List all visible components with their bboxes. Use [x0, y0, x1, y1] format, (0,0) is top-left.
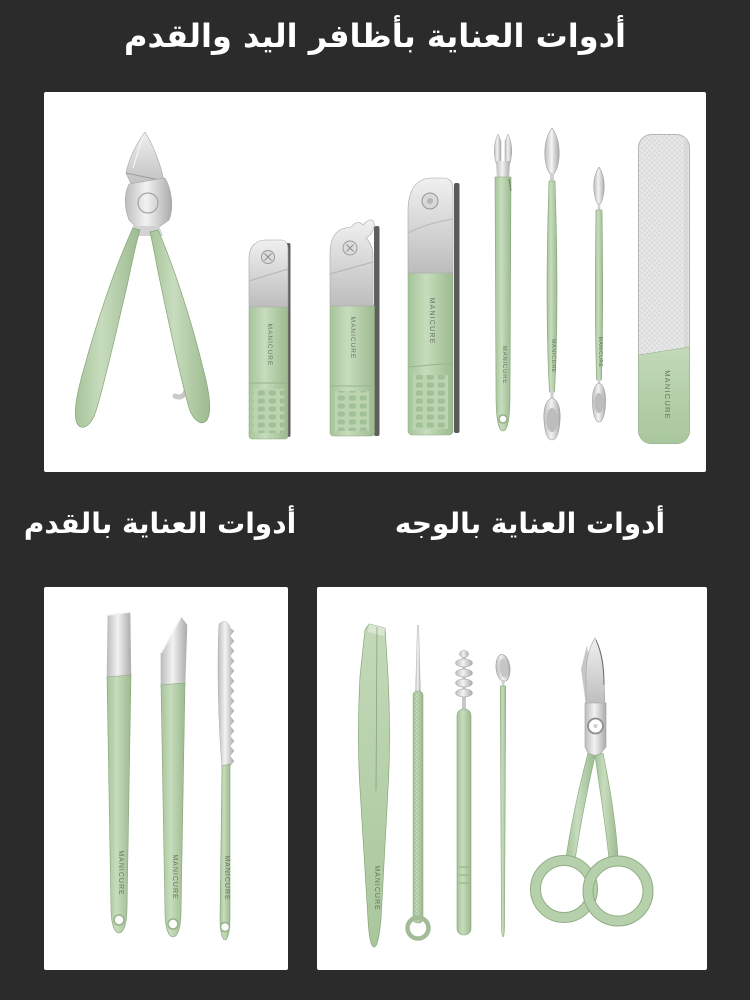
brand-label: MANICURE [266, 323, 273, 367]
main-title: أدوات العناية بأظافر اليد والقدم [124, 17, 626, 55]
brand-label: MANICURE [223, 855, 230, 901]
face-care-tools-panel [317, 587, 707, 970]
nail-clipper-medium-image [325, 218, 382, 443]
angled-callus-scraper-image [156, 617, 190, 947]
curved-beauty-scissors-image [529, 629, 669, 949]
foot-section-title: أدوات العناية بالقدم [23, 507, 297, 540]
cuticle-nipper-image [63, 128, 221, 434]
brand-label: MANICURE [663, 370, 672, 420]
cuticle-trimmer-fork-image [487, 133, 519, 441]
brand-label: MANICURE [349, 316, 356, 360]
hand-foot-nail-tools-panel [44, 92, 706, 472]
cuticle-pusher-spoon-image [537, 128, 567, 444]
callus-chisel-scraper-image [102, 611, 136, 943]
nail-file-image [637, 133, 691, 445]
face-section-title: أدوات العناية بالوجه [394, 507, 666, 540]
brand-label: MANICURE [597, 336, 603, 368]
slant-tweezers-image [356, 621, 392, 951]
foot-care-tools-panel [44, 587, 288, 970]
serrated-foot-rasp-image [210, 620, 242, 946]
brand-label: MANICURE [501, 345, 507, 385]
blackhead-remover-needle-image [405, 625, 431, 941]
brand-label: MANICURE [171, 854, 178, 900]
nail-clipper-small-image [245, 237, 292, 443]
ear-spoon-image [493, 653, 513, 947]
brand-label: MANICURE [117, 850, 124, 896]
double-ended-cuticle-pusher-image [587, 167, 611, 437]
brand-label: MANICURE [373, 865, 380, 911]
nail-clipper-large-image [403, 173, 463, 442]
brand-label: MANICURE [428, 297, 435, 345]
spiral-ear-pick-image [450, 649, 478, 939]
brand-label: MANICURE [550, 338, 556, 374]
